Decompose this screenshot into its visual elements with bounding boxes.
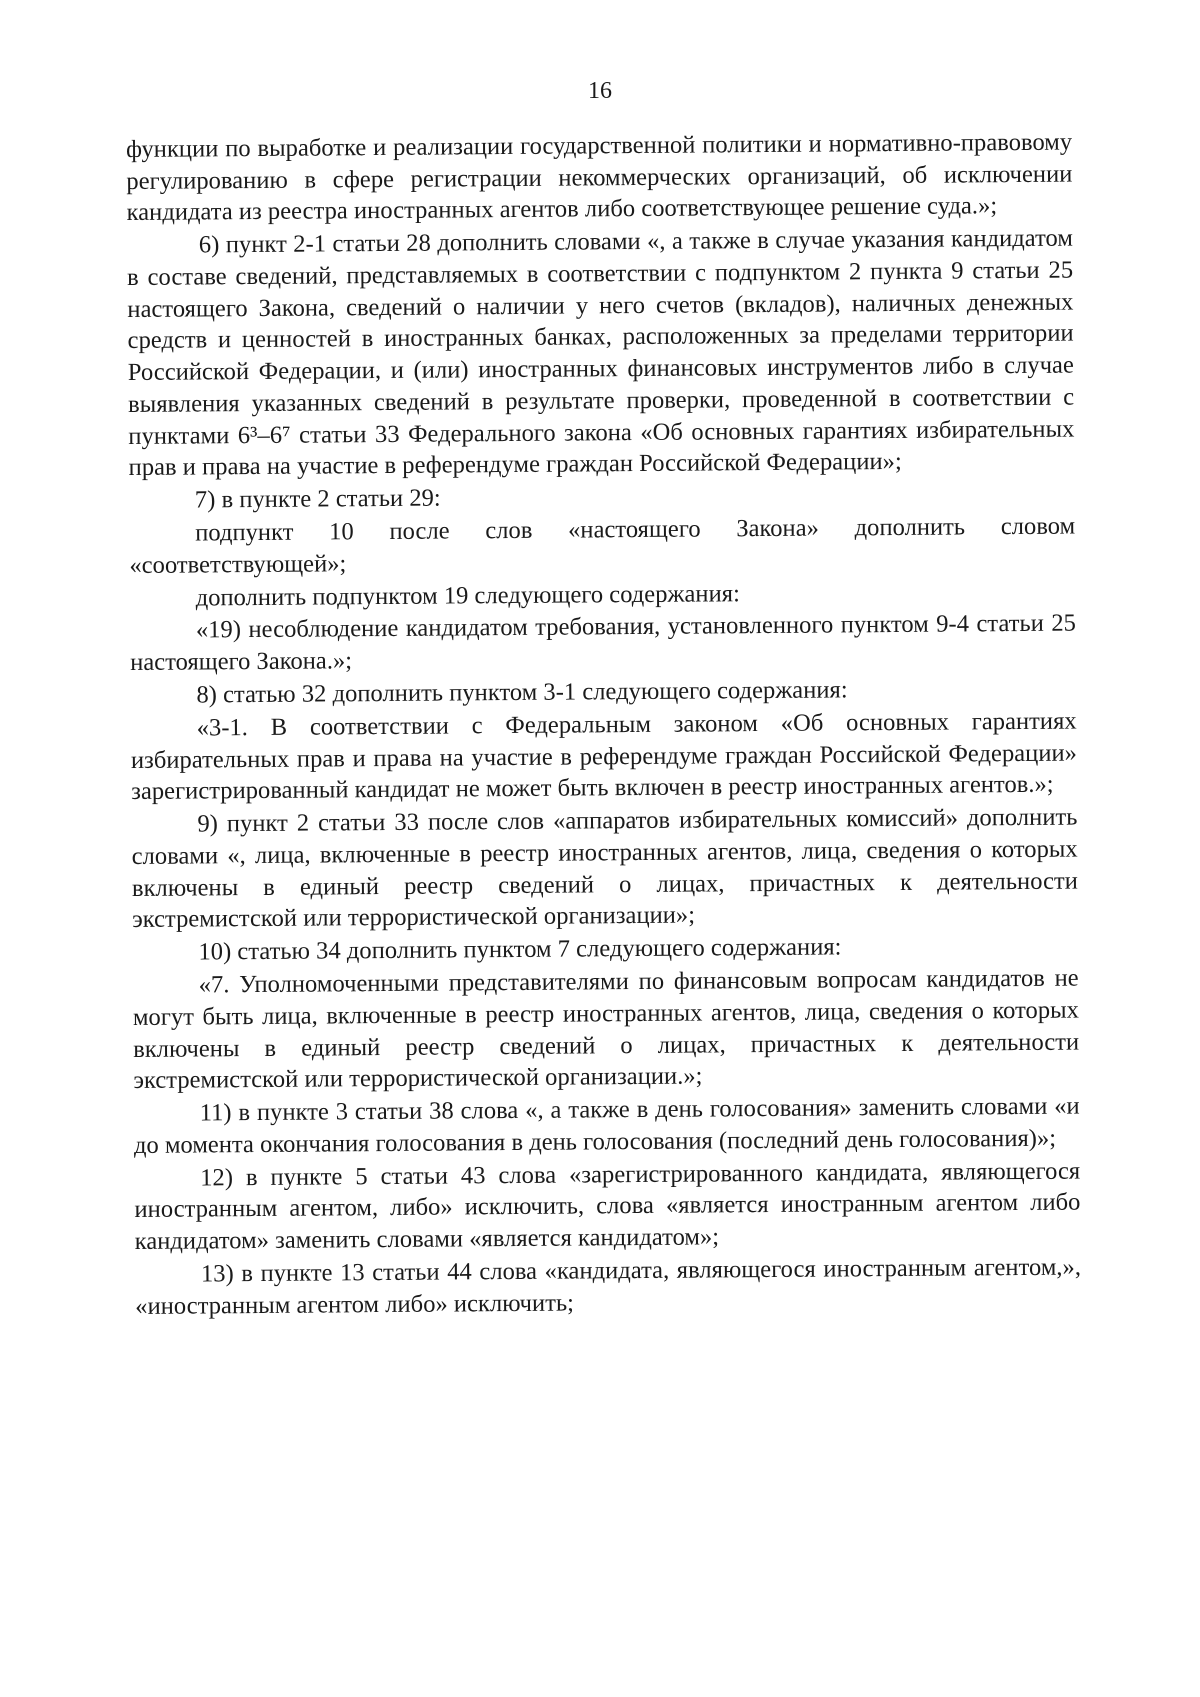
- paragraph-add-subitem-19: дополнить подпунктом 19 следующего содержания:: [195, 579, 740, 612]
- paragraph-item-7: 7) в пункте 2 статьи 29:: [194, 484, 441, 514]
- document-body: [126, 127, 1081, 1324]
- paragraph-item-13: 13) в пункте 13 статьи 44 слова «кандидата, являющегося иностранным агентом,», «иностранным агентом либо» исключить;: [135, 1253, 1082, 1320]
- paragraph-continuation: функции по выработке и реализации государственной политики и нормативно-правовому регулированию в сфере регистрации некоммерческих организаций, об исключении кандидата из реестра иностранных агентов либо соответствующее решение суда.»;: [126, 128, 1073, 227]
- page-number: 16: [588, 78, 612, 104]
- paragraph-item-10: 10) статью 34 дополнить пунктом 7 следующего содержания:: [198, 933, 842, 966]
- paragraph-item-9: 9) пункт 2 статьи 33 после слов «аппаратов избирательных комиссий» дополнить словами «, лица, включенные в реестр иностранных агентов, лица, сведения о которых включены в единый реестр сведений о лицах, причастных к деятельности экстремистской или террористической организации»;: [131, 803, 1079, 934]
- paragraph-subitem-10: подпункт 10 после слов «настоящего Закона» дополнить словом «соответствующей»;: [129, 512, 1076, 579]
- paragraph-item-8: 8) статью 32 дополнить пунктом 3-1 следующего содержания:: [196, 676, 848, 709]
- paragraph-item-6: 6) пункт 2-1 статьи 28 дополнить словами «, а также в случае указания кандидатом в составе сведений, представляемых в соответствии с подпунктом 2 пункта 9 статьи 25 настоящего Закона, сведений о наличии у него счетов (вкладов), наличных денежных средств и ценностей в иностранных банках, расположенных за пределами территории Российской Федерации, и (или) иностранных финансовых инструментов либо в случае выявления указанных сведений в результате проверки, проведенной в соответствии с пунктами 6³–6⁷ статьи 33 Федерального закона «Об основных гарантиях избирательных прав и права на участие в референдуме граждан Российской Федерации»;: [127, 224, 1075, 482]
- paragraph-item-11: 11) в пункте 3 статьи 38 слова «, а также в день голосования» заменить словами «и до момента окончания голосования в день голосования (последний день голосования)»;: [133, 1092, 1080, 1159]
- paragraph-clause-7: «7. Уполномоченными представителями по финансовым вопросам кандидатов не могут быть лица, включенные в реестр иностранных агентов, лица, сведения о которых включены в единый реестр сведений о лицах, причастных к деятельности экстремистской или террористической организации.»;: [132, 964, 1080, 1095]
- paragraph-subitem-19: «19) несоблюдение кандидатом требования, установленного пунктом 9-4 статьи 25 настоящего Закона.»;: [130, 610, 1076, 677]
- paragraph-item-12: 12) в пункте 5 статьи 43 слова «зарегистрированного кандидата, являющегося иностранным агентом, либо» исключить, слова «является иностранным агентом либо кандидатом» заменить словами «является кандидатом»;: [134, 1157, 1081, 1256]
- paragraph-clause-3-1: «3-1. В соответствии с Федеральным законом «Об основных гарантиях избирательных прав и права на участие в референдуме граждан Российской Федерации» зарегистрированный кандидат не может быть включен в реестр иностранных агентов.»;: [130, 707, 1077, 806]
